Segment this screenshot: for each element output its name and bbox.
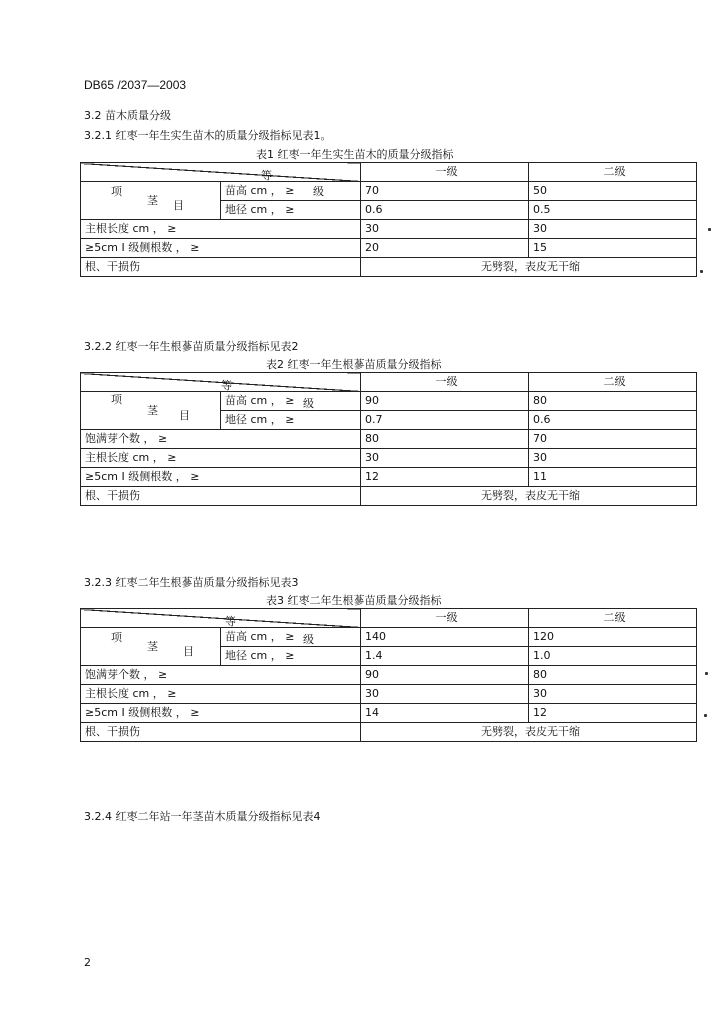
cell-value-merged: 无劈裂，表皮无干缩 xyxy=(361,258,697,277)
table-row xyxy=(81,487,697,506)
cell-value-merged: 无劈裂，表皮无干缩 xyxy=(361,723,697,742)
column-header-grade1: 一级 xyxy=(361,609,529,628)
table-row xyxy=(81,220,697,239)
scan-speck xyxy=(700,270,703,273)
row-label: 地径 cm ， ≥ xyxy=(221,647,361,666)
row-label: 根、干损伤 xyxy=(81,723,361,742)
row-label: 苗高 cm ， ≥ xyxy=(221,628,361,647)
table3 xyxy=(80,608,697,742)
header-label-ji: 级 xyxy=(303,633,314,646)
section-3-2-3-text: 3.2.3 红枣二年生根蔘苗质量分级指标见表3 xyxy=(84,576,299,589)
table1-caption: 表1 红枣一年生实生苗木的质量分级指标 xyxy=(256,148,454,161)
cell-value: 80 xyxy=(361,430,529,449)
cell-value: 12 xyxy=(361,468,529,487)
row-label: 饱满芽个数 ， ≥ xyxy=(81,430,361,449)
section-3-2-heading: 3.2 苗木质量分级 xyxy=(84,109,171,122)
stem-label: 茎 xyxy=(81,392,221,430)
row-label: 饱满芽个数 ， ≥ xyxy=(81,666,361,685)
cell-value: 0.7 xyxy=(361,411,529,430)
cell-value: 80 xyxy=(529,392,697,411)
table-row xyxy=(81,685,697,704)
cell-value: 30 xyxy=(361,449,529,468)
table-row xyxy=(81,163,697,182)
table-row xyxy=(81,392,697,411)
table-row xyxy=(81,430,697,449)
cell-value: 1.4 xyxy=(361,647,529,666)
header-label-xiang: 项 xyxy=(111,631,122,644)
table-row xyxy=(81,373,697,392)
cell-value: 30 xyxy=(529,685,697,704)
cell-value: 0.6 xyxy=(361,201,529,220)
scan-speck xyxy=(708,228,711,231)
scan-speck xyxy=(704,714,707,717)
column-header-grade1: 一级 xyxy=(361,163,529,182)
cell-value: 30 xyxy=(361,685,529,704)
cell-value: 80 xyxy=(529,666,697,685)
cell-value-merged: 无劈裂，表皮无干缩 xyxy=(361,487,697,506)
row-label: 主根长度 cm ， ≥ xyxy=(81,685,361,704)
table-row xyxy=(81,609,697,628)
table-row xyxy=(81,239,697,258)
cell-value: 120 xyxy=(529,628,697,647)
row-label: 根、干损伤 xyxy=(81,258,361,277)
scan-speck xyxy=(705,672,708,675)
table2 xyxy=(80,372,697,506)
cell-value: 140 xyxy=(361,628,529,647)
header-label-ji: 级 xyxy=(313,185,324,198)
cell-value: 70 xyxy=(361,182,529,201)
cell-value: 11 xyxy=(529,468,697,487)
row-label: 地径 cm ， ≥ xyxy=(221,411,361,430)
cell-value: 0.5 xyxy=(529,201,697,220)
table1 xyxy=(80,162,697,277)
table-row xyxy=(81,468,697,487)
section-3-2-2-text: 3.2.2 红枣一年生根蔘苗质量分级指标见表2 xyxy=(84,340,299,353)
table-row xyxy=(81,723,697,742)
header-label-deng: 等 xyxy=(221,379,232,392)
stem-label: 茎 xyxy=(81,182,221,220)
row-label: ≥5cm Ⅰ 级侧根数 ， ≥ xyxy=(81,468,361,487)
table2-caption: 表2 红枣一年生根蔘苗质量分级指标 xyxy=(266,358,442,371)
page-number: 2 xyxy=(84,956,91,969)
row-label: ≥5cm Ⅰ 级侧根数 ， ≥ xyxy=(81,239,361,258)
row-label: 苗高 cm ， ≥ xyxy=(221,392,361,411)
column-header-grade2: 二级 xyxy=(529,373,697,392)
cell-value: 12 xyxy=(529,704,697,723)
cell-value: 30 xyxy=(529,449,697,468)
cell-value: 50 xyxy=(529,182,697,201)
header-label-mu: 目 xyxy=(173,199,184,212)
header-label-mu: 目 xyxy=(179,409,190,422)
column-header-grade2: 二级 xyxy=(529,609,697,628)
header-label-ji: 级 xyxy=(303,397,314,410)
cell-value: 90 xyxy=(361,392,529,411)
table-row xyxy=(81,704,697,723)
cell-value: 0.6 xyxy=(529,411,697,430)
cell-value: 30 xyxy=(529,220,697,239)
header-label-deng: 等 xyxy=(225,615,236,628)
table-row xyxy=(81,258,697,277)
header-label-deng: 等 xyxy=(261,169,272,182)
cell-value: 20 xyxy=(361,239,529,258)
stem-label: 茎 xyxy=(81,628,221,666)
cell-value: 90 xyxy=(361,666,529,685)
header-label-xiang: 项 xyxy=(111,393,122,406)
column-header-grade2: 二级 xyxy=(529,163,697,182)
cell-value: 15 xyxy=(529,239,697,258)
table-row xyxy=(81,666,697,685)
row-label: ≥5cm Ⅰ 级侧根数 ， ≥ xyxy=(81,704,361,723)
document-code: DB65 /2037—2003 xyxy=(84,78,187,92)
section-3-2-1-text: 3.2.1 红枣一年生实生苗木的质量分级指标见表1。 xyxy=(84,129,332,142)
column-header-grade1: 一级 xyxy=(361,373,529,392)
cell-value: 30 xyxy=(361,220,529,239)
header-label-xiang: 项 xyxy=(111,185,122,198)
row-label: 苗高 cm ， ≥ xyxy=(221,182,361,201)
cell-value: 14 xyxy=(361,704,529,723)
table-row xyxy=(81,628,697,647)
cell-value: 1.0 xyxy=(529,647,697,666)
row-label: 主根长度 cm ， ≥ xyxy=(81,449,361,468)
section-3-2-4-text: 3.2.4 红枣二年站一年茎苗木质量分级指标见表4 xyxy=(84,810,321,823)
table-row xyxy=(81,449,697,468)
header-label-mu: 目 xyxy=(183,645,194,658)
row-label: 根、干损伤 xyxy=(81,487,361,506)
row-label: 地径 cm ， ≥ xyxy=(221,201,361,220)
cell-value: 70 xyxy=(529,430,697,449)
row-label: 主根长度 cm ， ≥ xyxy=(81,220,361,239)
table3-caption: 表3 红枣二年生根蔘苗质量分级指标 xyxy=(266,594,442,607)
